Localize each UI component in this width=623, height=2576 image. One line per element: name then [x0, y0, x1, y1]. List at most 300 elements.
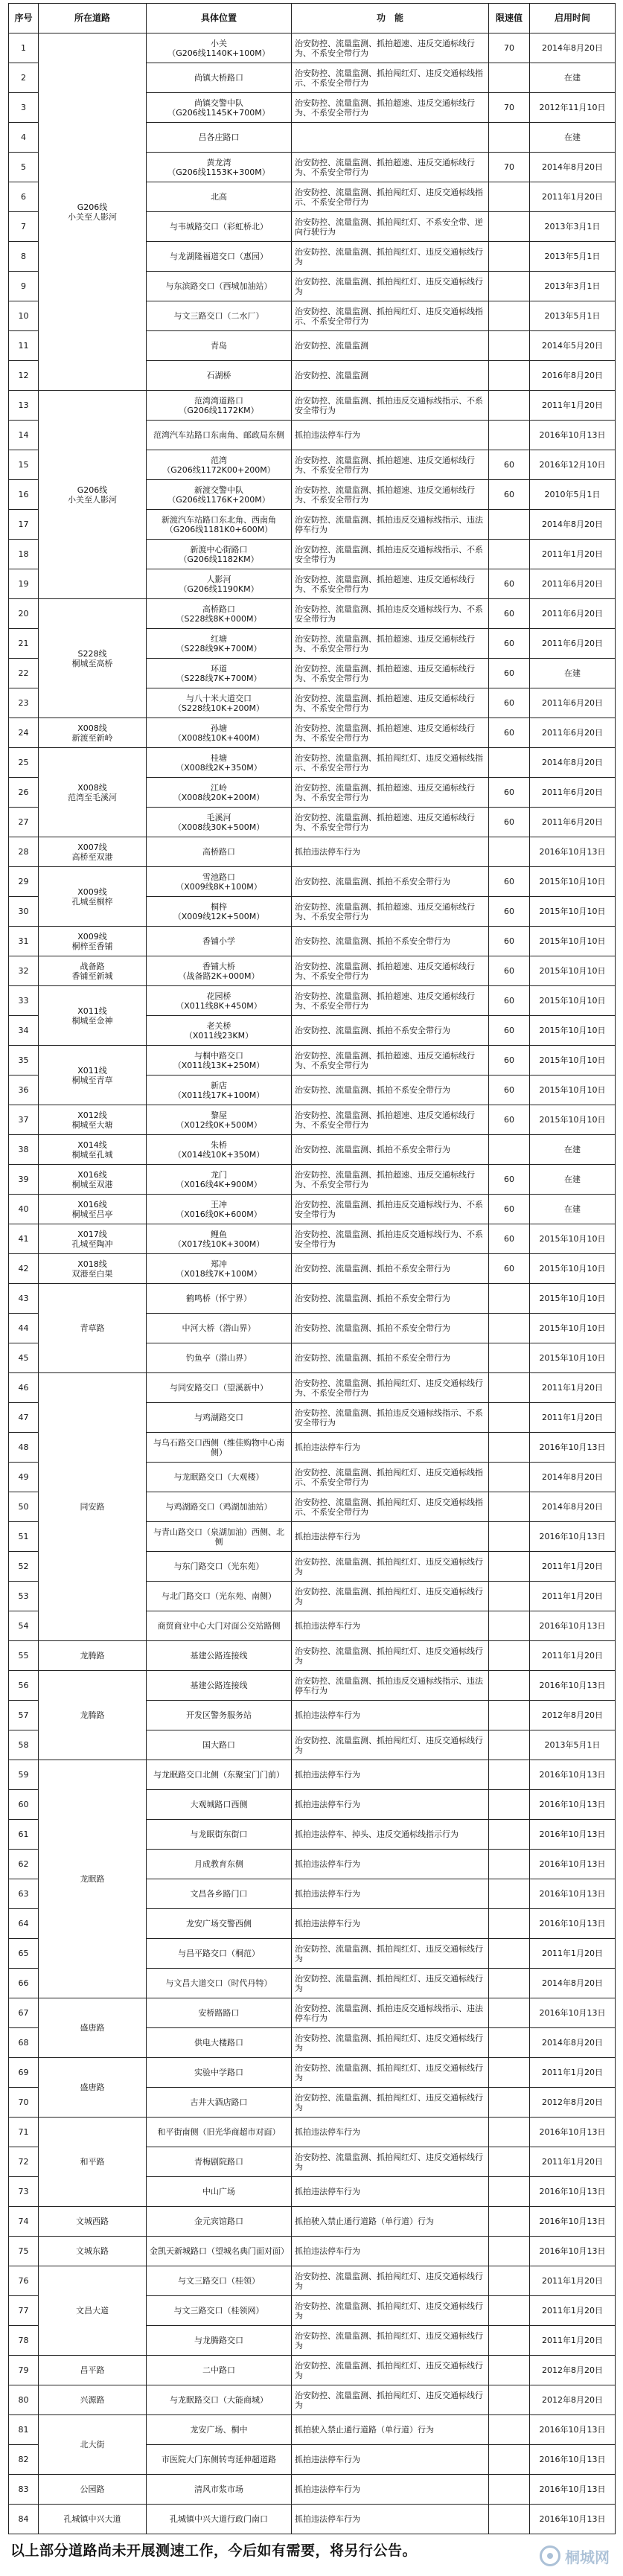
- location-name: 基建公路连接线: [190, 1681, 248, 1690]
- location-cell: [147, 331, 292, 361]
- row-number: 8: [9, 242, 39, 272]
- row-number: 20: [9, 599, 39, 629]
- function-cell: 治安防控、流量监测、抓拍闯红灯、违反交通标线行为: [292, 1969, 489, 1998]
- location-name: 与青山路交口（泉湖加油）西侧、北侧: [153, 1527, 284, 1547]
- location-cell: [147, 1969, 292, 1998]
- function-cell: 抓拍违法停车行为: [292, 1701, 489, 1730]
- start-date-cell: 2011年6月20日: [530, 599, 616, 629]
- road-name: X008线: [77, 723, 107, 733]
- speed-limit-cell: [489, 2237, 530, 2266]
- function-cell: 治安防控、流量监测、抓拍闯红灯、违反交通标线指示、不系安全带行为: [292, 1492, 489, 1522]
- location-milepost: （X011线8K+450M）: [176, 1000, 262, 1011]
- row-number: 61: [9, 1820, 39, 1850]
- function-cell: 抓拍违法停车行为: [292, 2237, 489, 2266]
- table-row: [9, 1224, 616, 1254]
- row-number: 6: [9, 182, 39, 212]
- row-number: 76: [9, 2266, 39, 2296]
- location-cell: [147, 242, 292, 272]
- location-milepost: （X009线8K+100M）: [176, 881, 262, 892]
- row-number: 80: [9, 2385, 39, 2415]
- location-name: 与龙腾路交口: [194, 2336, 243, 2345]
- location-cell: [147, 93, 292, 123]
- location-milepost: （X008线30K+500M）: [173, 822, 265, 832]
- start-date-cell: 2014年8月20日: [530, 33, 616, 63]
- location-name: 尚镇交警中队: [194, 98, 243, 108]
- location-milepost: （G206线1153K+300M）: [167, 167, 270, 177]
- start-date-cell: 2011年1月20日: [530, 2147, 616, 2177]
- speed-limit-cell: 60: [489, 778, 530, 808]
- location-milepost: （G206线1172KM）: [179, 405, 259, 415]
- road-cell: [39, 2237, 147, 2266]
- road-cell: [39, 1641, 147, 1671]
- speed-limit-cell: [489, 1641, 530, 1671]
- road-name: 孔城至桐梓: [71, 896, 113, 907]
- location-name: 尚镇大桥路口: [194, 73, 243, 83]
- location-name: 桐梓: [211, 901, 227, 912]
- row-number: 78: [9, 2326, 39, 2356]
- location-name: 范湾汽车站路口东南角、邮政局东侧: [153, 430, 284, 440]
- location-name: 新店: [211, 1080, 227, 1090]
- function-cell: 治安防控、流量监测、抓拍闯红灯、违反交通标线行为: [292, 1552, 489, 1582]
- row-number: 44: [9, 1314, 39, 1343]
- location-cell: [147, 2147, 292, 2177]
- location-cell: [147, 540, 292, 569]
- location-name: 与八十米大道交口: [186, 693, 252, 703]
- location-name: 与东门路交口（光东苑）: [173, 1562, 264, 1571]
- row-number: 32: [9, 956, 39, 986]
- start-date-cell: 2014年8月20日: [530, 2028, 616, 2058]
- speed-limit-cell: [489, 1403, 530, 1433]
- row-number: 58: [9, 1730, 39, 1760]
- road-name: 小关至人影河: [68, 211, 117, 222]
- function-cell: 治安防控、流量监测、抓拍不系安全带行为: [292, 1135, 489, 1165]
- row-number: 75: [9, 2237, 39, 2266]
- speed-limit-cell: [489, 2266, 530, 2296]
- start-date-cell: 2014年8月20日: [530, 510, 616, 540]
- location-name: 雪池路口: [202, 872, 235, 882]
- speed-limit-cell: 60: [489, 1016, 530, 1046]
- road-name: 文昌大道: [76, 2306, 109, 2315]
- function-cell: 治安防控、流量监测、抓拍闯红灯、违反交通标线行为: [292, 242, 489, 272]
- speed-limit-cell: [489, 2415, 530, 2445]
- table-row: [9, 2207, 616, 2237]
- location-milepost: （G206线1140K+100M）: [167, 48, 270, 58]
- road-cell: [39, 1254, 147, 1284]
- location-name: 与龙眠路交口（大观楼）: [173, 1472, 264, 1482]
- function-cell: 治安防控、流量监测、抓拍违反交通标线指示、违法停车行为: [292, 1998, 489, 2028]
- function-cell: 治安防控、流量监测、抓拍闯红灯、违反交通标线指示、不系安全带行为: [292, 63, 489, 93]
- location-cell: [147, 63, 292, 93]
- start-date-cell: 2015年10月10日: [530, 927, 616, 956]
- speed-limit-cell: 60: [489, 956, 530, 986]
- location-cell: [147, 867, 292, 897]
- location-cell: [147, 2415, 292, 2445]
- location-cell: [147, 1224, 292, 1254]
- location-cell: [147, 182, 292, 212]
- start-date-cell: 2016年10月13日: [530, 1611, 616, 1641]
- row-number: 14: [9, 421, 39, 450]
- start-date-cell: 2015年10月10日: [530, 1046, 616, 1076]
- speed-limit-cell: [489, 1909, 530, 1939]
- location-milepost: （X009线12K+500M）: [173, 911, 265, 921]
- row-number: 43: [9, 1284, 39, 1314]
- start-date-cell: 在建: [530, 1195, 616, 1224]
- location-cell: [147, 927, 292, 956]
- speed-limit-cell: 60: [489, 927, 530, 956]
- row-number: 26: [9, 778, 39, 808]
- location-cell: [147, 629, 292, 659]
- speed-limit-cell: [489, 1850, 530, 1879]
- row-number: 57: [9, 1701, 39, 1730]
- location-cell: [147, 1046, 292, 1076]
- function-cell: 治安防控、流量监测、抓拍违反交通标线指示、违法停车行为: [292, 1671, 489, 1701]
- road-cell: [39, 867, 147, 927]
- function-cell: 治安防控、流量监测、抓拍违反交通标线行为、不系安全带行为: [292, 1195, 489, 1224]
- location-milepost: （X011线17K+100M）: [173, 1090, 265, 1100]
- location-name: 与龙眠路交口北侧（东聚宝门门前）: [153, 1770, 284, 1780]
- row-number: 1: [9, 33, 39, 63]
- start-date-cell: 2015年10月10日: [530, 1224, 616, 1254]
- location-name: 黄龙湾: [206, 157, 231, 167]
- row-number: 21: [9, 629, 39, 659]
- table-row: [9, 2266, 616, 2296]
- road-cell: [39, 1284, 147, 1373]
- speed-limit-cell: 70: [489, 33, 530, 63]
- road-cell: [39, 391, 147, 599]
- location-cell: [147, 153, 292, 182]
- row-number: 3: [9, 93, 39, 123]
- location-cell: [147, 2237, 292, 2266]
- location-name: 花园桥: [206, 991, 231, 1001]
- speed-limit-cell: [489, 1582, 530, 1611]
- start-date-cell: 2014年8月20日: [530, 1492, 616, 1522]
- start-date-cell: 2015年10月10日: [530, 1076, 616, 1105]
- start-date-cell: 2015年10月10日: [530, 1254, 616, 1284]
- road-name: X009线: [77, 886, 107, 897]
- row-number: 68: [9, 2028, 39, 2058]
- row-number: 71: [9, 2118, 39, 2147]
- location-name: 与北门路交口（光东苑、南侧）: [162, 1591, 276, 1601]
- row-number: 50: [9, 1492, 39, 1522]
- location-name: 国大路口: [202, 1740, 235, 1750]
- location-name: 鹤鸣桥（怀宁界）: [186, 1294, 252, 1303]
- start-date-cell: 2011年6月20日: [530, 808, 616, 837]
- start-date-cell: 2012年8月20日: [530, 1701, 616, 1730]
- function-cell: 治安防控、流量监测、抓拍违反交通标线指示、不系安全带行为: [292, 1403, 489, 1433]
- speed-limit-cell: [489, 1790, 530, 1820]
- road-cell: [39, 2266, 147, 2356]
- location-cell: [147, 1433, 292, 1463]
- location-cell: [147, 1403, 292, 1433]
- speed-limit-cell: [489, 1879, 530, 1909]
- speed-limit-cell: 60: [489, 897, 530, 927]
- table-row: [9, 956, 616, 986]
- road-cell: [39, 1046, 147, 1105]
- road-name: 双港至白果: [71, 1268, 113, 1279]
- speed-limit-cell: 60: [489, 480, 530, 510]
- location-name: 石湖桥: [206, 371, 231, 380]
- row-number: 48: [9, 1433, 39, 1463]
- location-cell: [147, 2266, 292, 2296]
- speed-limit-cell: [489, 2326, 530, 2356]
- road-name: 龙腾路: [80, 1710, 105, 1720]
- function-cell: 治安防控、流量监测、抓拍闯红灯、违反交通标线行为: [292, 2028, 489, 2058]
- start-date-cell: 2014年8月20日: [530, 1969, 616, 1998]
- location-cell: [147, 450, 292, 480]
- speed-limit-cell: [489, 2356, 530, 2385]
- road-name: 和平路: [80, 2157, 105, 2167]
- function-cell: 治安防控、流量监测、抓拍不系安全带行为: [292, 1314, 489, 1343]
- location-name: 新渡交警中队: [194, 485, 243, 495]
- location-milepost: （G206线1182KM）: [179, 554, 259, 564]
- location-name: 月成教育东侧: [194, 1859, 243, 1869]
- function-cell: 抓拍违法停车行为: [292, 2177, 489, 2207]
- location-name: 与龙湖隆福道交口（惠园）: [170, 252, 268, 261]
- start-date-cell: 2016年12月10日: [530, 450, 616, 480]
- start-date-cell: 2012年11月10日: [530, 93, 616, 123]
- function-cell: 治安防控、流量监测、抓拍超速、违反交通标线行为、不系安全带行为: [292, 93, 489, 123]
- location-milepost: （X016线4K+900M）: [176, 1179, 262, 1189]
- row-number: 4: [9, 123, 39, 153]
- location-cell: [147, 212, 292, 242]
- location-cell: [147, 2475, 292, 2505]
- road-cell: [39, 2118, 147, 2207]
- row-number: 36: [9, 1076, 39, 1105]
- row-number: 7: [9, 212, 39, 242]
- road-name: 桐城至吕亭: [71, 1209, 113, 1219]
- table-row: [9, 718, 616, 748]
- location-name: 中山广场: [202, 2187, 235, 2196]
- row-number: 56: [9, 1671, 39, 1701]
- speed-limit-cell: [489, 2118, 530, 2147]
- start-date-cell: 2016年10月13日: [530, 837, 616, 867]
- speed-limit-cell: [489, 2385, 530, 2415]
- table-body: [9, 33, 616, 2534]
- function-cell: 治安防控、流量监测、抓拍超速、违反交通标线行为、不系安全带行为: [292, 659, 489, 688]
- location-cell: [147, 301, 292, 331]
- location-cell: [147, 718, 292, 748]
- row-number: 45: [9, 1343, 39, 1373]
- location-cell: [147, 1522, 292, 1552]
- row-number: 67: [9, 1998, 39, 2028]
- location-name: 新渡中心街路口: [190, 544, 248, 554]
- location-cell: [147, 1195, 292, 1224]
- location-cell: [147, 2028, 292, 2058]
- speed-limit-cell: [489, 331, 530, 361]
- start-date-cell: 2016年10月13日: [530, 1433, 616, 1463]
- function-cell: 治安防控、流量监测、抓拍违反交通标线行为、不系安全带行为: [292, 1224, 489, 1254]
- table-row: [9, 1671, 616, 1701]
- location-cell: [147, 123, 292, 153]
- location-name: 中河大桥（潜山界）: [182, 1323, 256, 1333]
- location-cell: [147, 1314, 292, 1343]
- road-cell: [39, 986, 147, 1046]
- function-cell: 治安防控、流量监测、抓拍超速、违反交通标线行为、不系安全带行为: [292, 688, 489, 718]
- start-date-cell: 2016年10月13日: [530, 1998, 616, 2028]
- speed-limit-cell: [489, 242, 530, 272]
- start-date-cell: 2015年10月10日: [530, 986, 616, 1016]
- row-number: 39: [9, 1165, 39, 1195]
- start-date-cell: 2015年10月10日: [530, 1016, 616, 1046]
- road-name: 桐城至青草: [71, 1075, 113, 1085]
- location-name: 王冲: [211, 1199, 227, 1209]
- table-row: [9, 927, 616, 956]
- function-cell: 抓拍违法停车行为: [292, 837, 489, 867]
- road-name: 范湾至毛溪河: [68, 792, 117, 802]
- start-date-cell: 2011年1月20日: [530, 1939, 616, 1969]
- row-number: 83: [9, 2475, 39, 2505]
- row-number: 33: [9, 986, 39, 1016]
- location-cell: [147, 1373, 292, 1403]
- location-cell: [147, 659, 292, 688]
- function-cell: 治安防控、流量监测: [292, 331, 489, 361]
- road-name: X012线: [77, 1110, 107, 1120]
- function-cell: 治安防控、流量监测: [292, 361, 489, 391]
- row-number: 10: [9, 301, 39, 331]
- row-number: 51: [9, 1522, 39, 1552]
- location-cell: [147, 2177, 292, 2207]
- location-cell: [147, 2385, 292, 2415]
- location-milepost: （X008线10K+400M）: [173, 732, 265, 743]
- location-cell: [147, 1701, 292, 1730]
- speed-limit-cell: [489, 2147, 530, 2177]
- start-date-cell: 2011年1月20日: [530, 540, 616, 569]
- road-name: 桐城至高桥: [71, 658, 113, 668]
- start-date-cell: 2016年10月13日: [530, 1879, 616, 1909]
- location-cell: [147, 1463, 292, 1492]
- start-date-cell: 2016年10月13日: [530, 2445, 616, 2475]
- function-cell: 治安防控、流量监测、抓拍超速、违反交通标线行为、不系安全带行为: [292, 778, 489, 808]
- location-name: 红塘: [211, 633, 227, 644]
- start-date-cell: 2016年10月13日: [530, 1790, 616, 1820]
- row-number: 2: [9, 63, 39, 93]
- speed-limit-cell: 60: [489, 1224, 530, 1254]
- function-cell: 治安防控、流量监测、抓拍超速、违反交通标线行为、不系安全带行为: [292, 1105, 489, 1135]
- row-number: 40: [9, 1195, 39, 1224]
- road-name: 兴源路: [80, 2395, 105, 2405]
- row-number: 28: [9, 837, 39, 867]
- location-name: 与鸡湖路交口: [194, 1413, 243, 1422]
- location-name: 市医院大门东侧转弯延伸超道路: [162, 2455, 276, 2464]
- location-name: 香铺大桥: [202, 961, 235, 971]
- row-number: 23: [9, 688, 39, 718]
- speed-limit-cell: [489, 63, 530, 93]
- road-name: 孔城镇中兴大道: [63, 2514, 121, 2524]
- road-cell: [39, 956, 147, 986]
- road-cell: [39, 1373, 147, 1641]
- location-cell: [147, 837, 292, 867]
- function-cell: 治安防控、流量监测、抓拍超速、违反交通标线行为、不系安全带行为: [292, 1165, 489, 1195]
- start-date-cell: 2011年1月20日: [530, 2296, 616, 2326]
- location-name: 小关: [211, 38, 227, 48]
- speed-limit-cell: [489, 2207, 530, 2237]
- start-date-cell: 2011年1月20日: [530, 182, 616, 212]
- location-cell: [147, 778, 292, 808]
- start-date-cell: 2016年10月13日: [530, 2237, 616, 2266]
- location-milepost: （X008线20K+200M）: [173, 792, 265, 802]
- speed-limit-cell: [489, 212, 530, 242]
- start-date-cell: 2011年1月20日: [530, 2326, 616, 2356]
- road-name: 盛唐路: [80, 2023, 105, 2033]
- function-cell: 治安防控、流量监测、抓拍闯红灯、违反交通标线行为: [292, 2058, 489, 2088]
- table-row: [9, 2356, 616, 2385]
- location-cell: [147, 2088, 292, 2118]
- road-name: 龙腾路: [80, 1651, 105, 1661]
- speed-limit-cell: 60: [489, 599, 530, 629]
- road-name: 小关至人影河: [68, 494, 117, 505]
- speed-limit-cell: 60: [489, 1046, 530, 1076]
- location-cell: [147, 2207, 292, 2237]
- location-cell: [147, 1730, 292, 1760]
- location-milepost: （X008线2K+350M）: [176, 762, 262, 773]
- road-name: G206线: [77, 485, 108, 495]
- location-cell: [147, 510, 292, 540]
- speed-limit-cell: [489, 1433, 530, 1463]
- function-cell: 治安防控、流量监测、抓拍闯红灯、违反交通标线行为: [292, 1730, 489, 1760]
- location-milepost: （G206线1181K0+600M）: [164, 524, 273, 534]
- table-row: [9, 2505, 616, 2534]
- location-name: 基建公路连接线: [190, 1651, 248, 1661]
- function-cell: 治安防控、流量监测、抓拍闯红灯、违反交通标线行为: [292, 272, 489, 301]
- location-milepost: （X018线7K+100M）: [176, 1268, 262, 1279]
- location-cell: [147, 1165, 292, 1195]
- location-cell: [147, 897, 292, 927]
- start-date-cell: 2015年10月10日: [530, 1284, 616, 1314]
- function-cell: 治安防控、流量监测、抓拍闯红灯、违反交通标线行为: [292, 1939, 489, 1969]
- road-cell: [39, 927, 147, 956]
- speed-limit-cell: [489, 1760, 530, 1790]
- location-cell: [147, 1343, 292, 1373]
- location-name: 文昌各乡路门口: [190, 1889, 248, 1899]
- start-date-cell: 2011年1月20日: [530, 2266, 616, 2296]
- road-cell: [39, 718, 147, 748]
- start-date-cell: 在建: [530, 123, 616, 153]
- road-name: 公园路: [80, 2484, 105, 2494]
- location-name: 与昌平路交口（桐范）: [178, 1949, 260, 1958]
- speed-limit-cell: [489, 1611, 530, 1641]
- row-number: 53: [9, 1582, 39, 1611]
- table-row: [9, 599, 616, 629]
- start-date-cell: 2014年5月20日: [530, 331, 616, 361]
- row-number: 62: [9, 1850, 39, 1879]
- road-name: 桐城至金神: [71, 1015, 113, 1026]
- location-cell: [147, 748, 292, 778]
- table-row: [9, 2118, 616, 2147]
- start-date-cell: 在建: [530, 1165, 616, 1195]
- speed-limit-cell: [489, 1343, 530, 1373]
- row-number: 37: [9, 1105, 39, 1135]
- road-name: X016线: [77, 1169, 107, 1180]
- road-name: 文城西路: [76, 2217, 109, 2226]
- road-name: X018线: [77, 1259, 107, 1269]
- location-milepost: （X014线10K+350M）: [173, 1149, 265, 1160]
- road-name: 香铺至新城: [71, 971, 113, 981]
- road-cell: [39, 1760, 147, 1998]
- function-cell: 抓拍违法停车行为: [292, 2445, 489, 2475]
- start-date-cell: 在建: [530, 659, 616, 688]
- function-cell: [292, 123, 489, 153]
- row-number: 15: [9, 450, 39, 480]
- location-cell: [147, 569, 292, 599]
- location-name: 金元宾馆路口: [194, 2217, 243, 2226]
- speed-limit-cell: [489, 2028, 530, 2058]
- road-name: X011线: [77, 1006, 107, 1016]
- function-cell: 抓拍驶入禁止通行道路（单行道）行为: [292, 2207, 489, 2237]
- start-date-cell: 2014年8月20日: [530, 1463, 616, 1492]
- start-date-cell: 2016年10月13日: [530, 1671, 616, 1701]
- location-cell: [147, 808, 292, 837]
- location-name: 高桥路口: [202, 847, 235, 857]
